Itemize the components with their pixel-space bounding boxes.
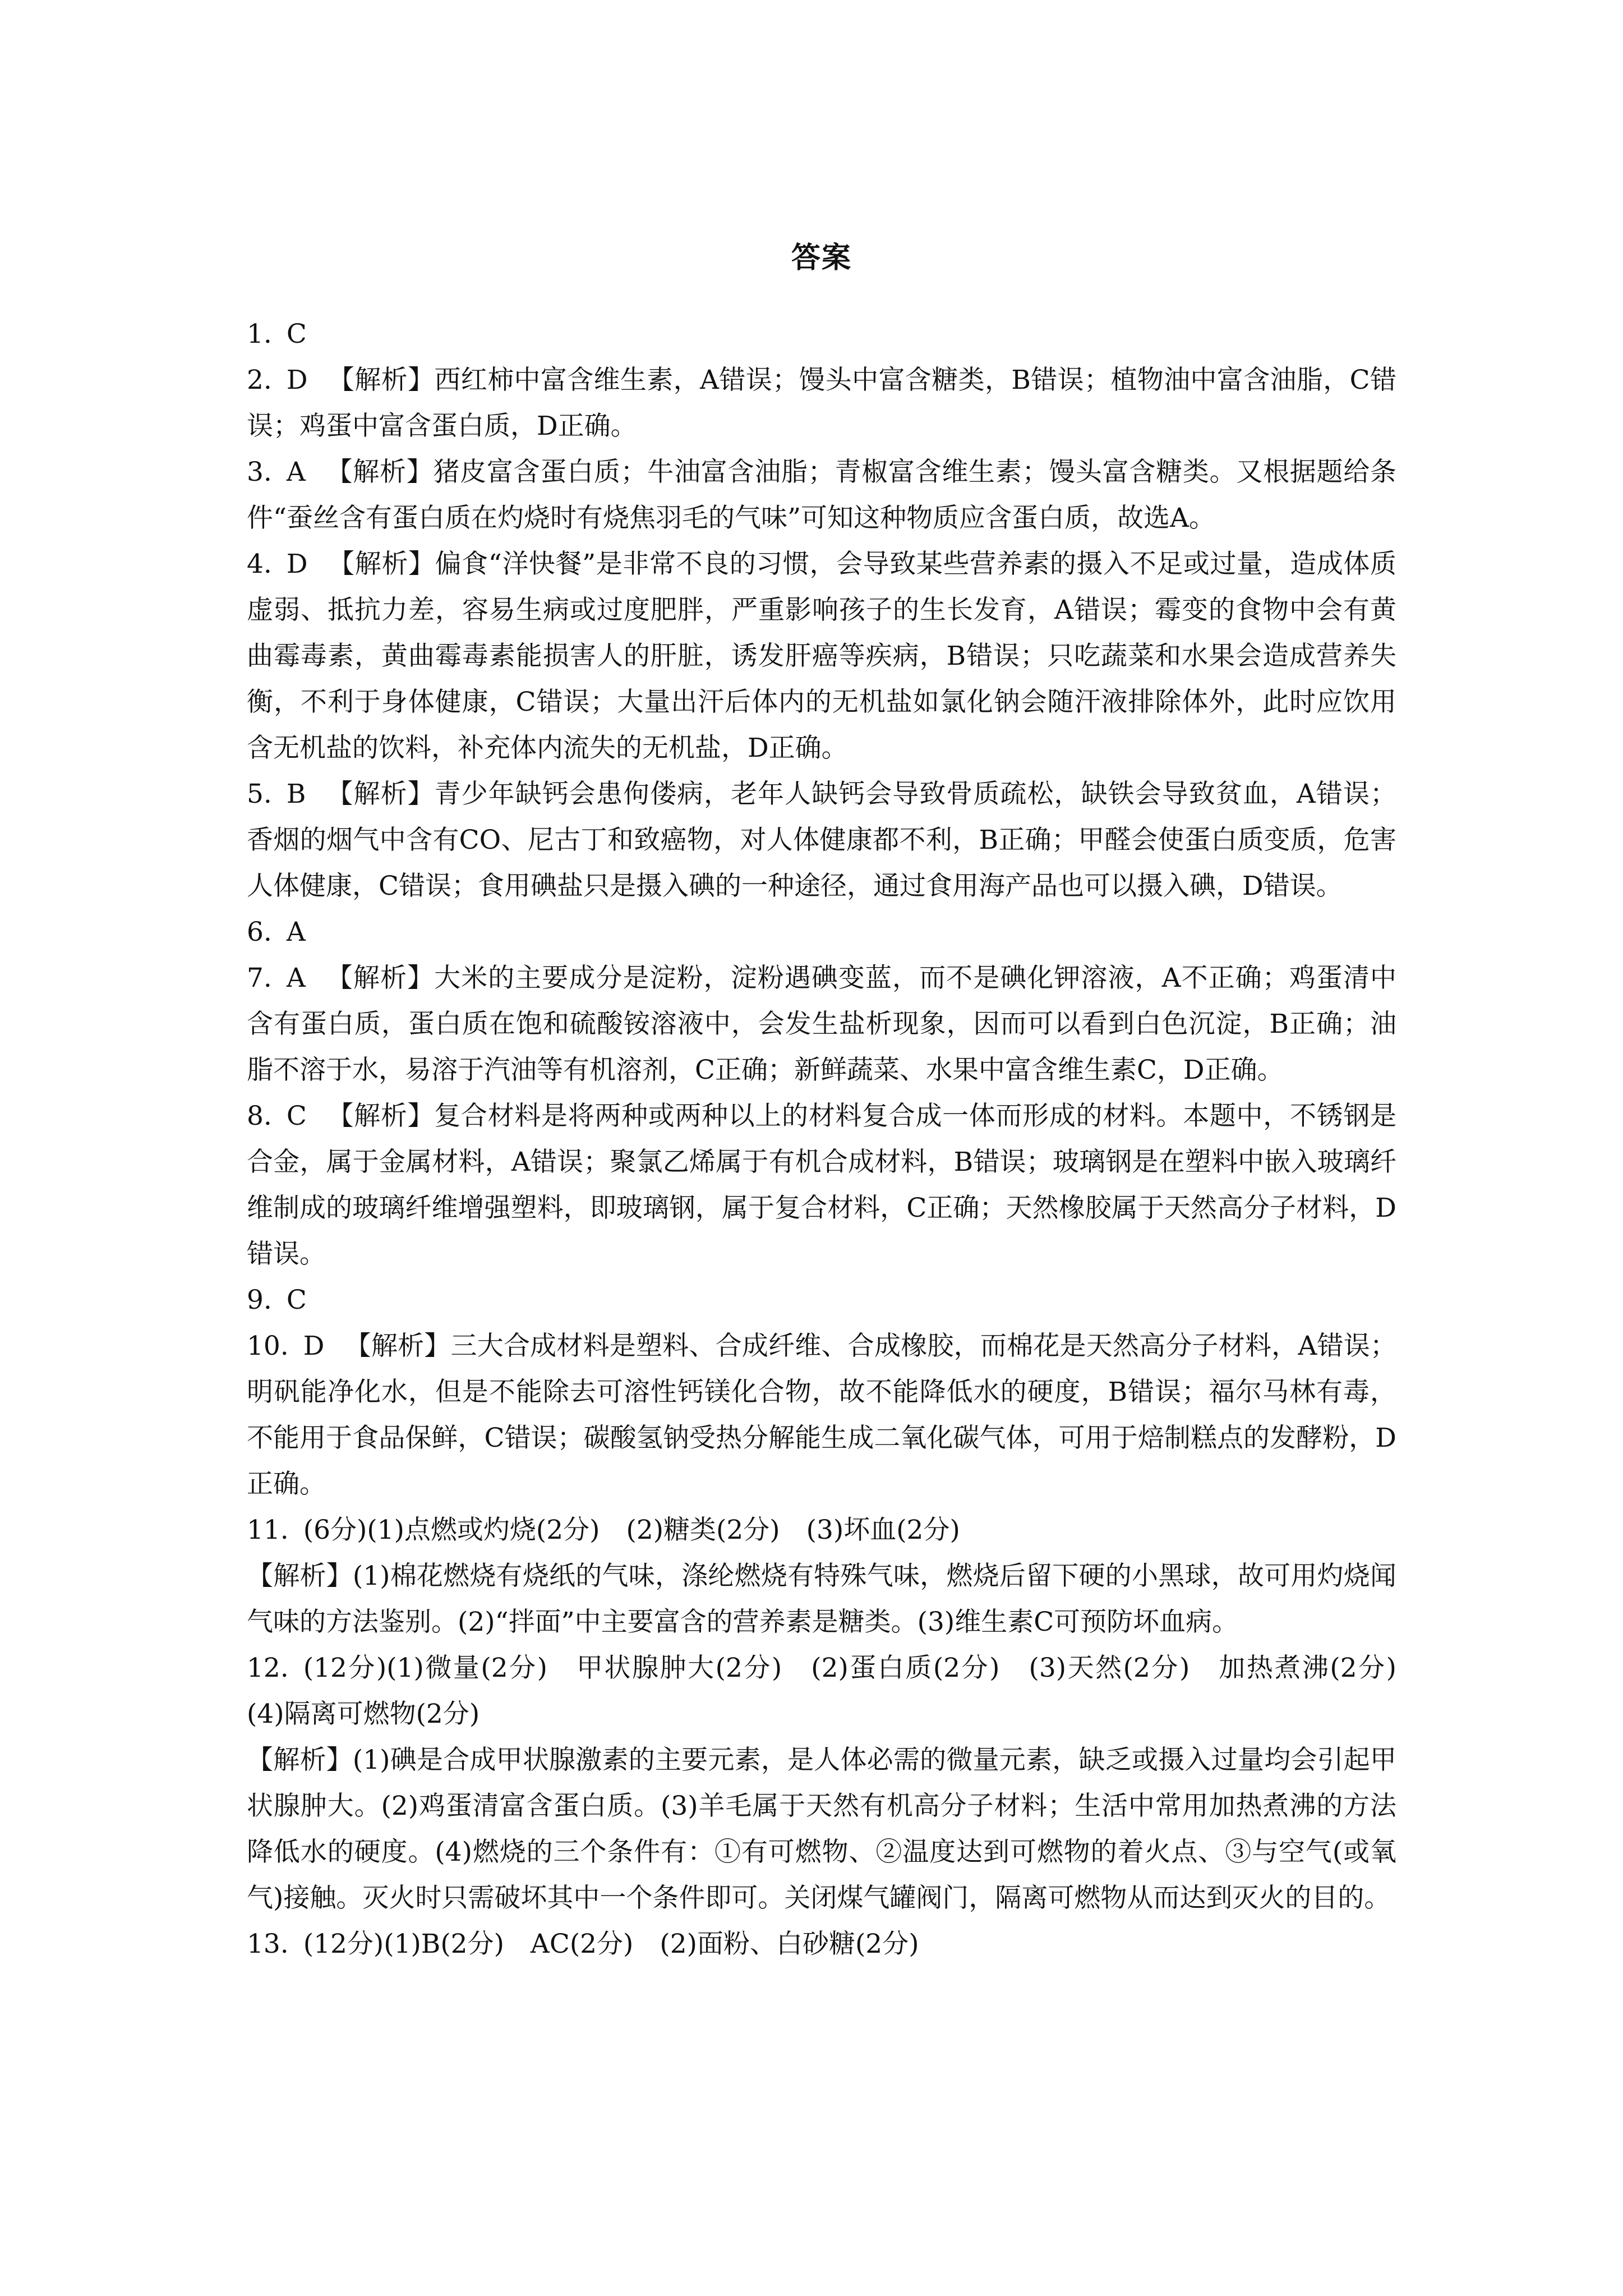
- question-number: 11.: [247, 1515, 289, 1545]
- question-number: 10.: [247, 1331, 289, 1361]
- answer-text: (6分)(1)点燃或灼烧(2分) (2)糖类(2分) (3)坏血(2分): [303, 1515, 960, 1545]
- page-title: 答案: [791, 241, 852, 275]
- answer-choice: D: [303, 1331, 325, 1361]
- answer-text: 【解析】偏食“洋快餐”是非常不良的习惯，会导致某些营养素的摄入不足或过量，造成体质虚弱、抵抗力差，容易生病或过度肥胖，严重影响孩子的生长发育，A错误；霉变的食物中会有黄曲霉毒素，黄曲霉毒素能损害人的肝脏，诱发肝癌等疾病，B错误；只吃蔬菜和水果会造成营养失衡，不利于身体健康，C错误；大量出汗后体内的无机盐如氯化钠会随汗液排除体外，此时应饮用含无机盐的饮料，补充体内流失的无机盐，D正确。: [247, 549, 1396, 763]
- question-number: 9.: [247, 1285, 272, 1315]
- answer-item: [247, 541, 1396, 771]
- explanation-item: [247, 1553, 1396, 1645]
- question-number: 12.: [247, 1653, 289, 1683]
- answer-choice: D: [286, 549, 308, 579]
- answer-choice: B: [286, 779, 306, 809]
- question-number: 5.: [247, 779, 272, 809]
- question-number: 13.: [247, 1929, 289, 1959]
- answer-text: 【解析】(1)碘是合成甲状腺激素的主要元素，是人体必需的微量元素，缺乏或摄入过量均会引起甲状腺肿大。(2)鸡蛋清富含蛋白质。(3)羊毛属于天然有机高分子材料；生活中常用加热煮沸的方法降低水的硬度。(4)燃烧的三个条件有：①有可燃物、②温度达到可燃物的着火点、③与空气(或氧气)接触。灭火时只需破坏其中一个条件即可。关闭煤气罐阀门，隔离可燃物从而达到灭火的目的。: [247, 1745, 1396, 1913]
- answer-list: [247, 311, 1423, 1967]
- answer-choice: C: [286, 319, 307, 349]
- answer-item: [247, 357, 1396, 449]
- answer-page: [247, 0, 1423, 2296]
- answer-text: (12分)(1)微量(2分) 甲状腺肿大(2分) (2)蛋白质(2分) (3)天然(2分) 加热煮沸(2分) (4)隔离可燃物(2分): [247, 1653, 1423, 1729]
- question-number: 3.: [247, 457, 272, 487]
- answer-text: 【解析】青少年缺钙会患佝偻病，老年人缺钙会导致骨质疏松，缺铁会导致贫血，A错误；香烟的烟气中含有CO、尼古丁和致癌物，对人体健康都不利，B正确；甲醛会使蛋白质变质，危害人体健康，C错误；食用碘盐只是摄入碘的一种途径，通过食用海产品也可以摄入碘，D错误。: [247, 779, 1396, 901]
- question-number: 8.: [247, 1101, 272, 1131]
- answer-item: [247, 1921, 1396, 1967]
- answer-choice: C: [286, 1285, 307, 1315]
- answer-item: [247, 1323, 1396, 1507]
- question-number: 6.: [247, 917, 272, 947]
- answer-item: [247, 1277, 1396, 1323]
- answer-text: 【解析】三大合成材料是塑料、合成纤维、合成橡胶，而棉花是天然高分子材料，A错误；明矾能净化水，但是不能除去可溶性钙镁化合物，故不能降低水的硬度，B错误；福尔马林有毒，不能用于食品保鲜，C错误；碳酸氢钠受热分解能生成二氧化碳气体，可用于焙制糕点的发酵粉，D正确。: [247, 1331, 1396, 1499]
- answer-item: [247, 955, 1396, 1093]
- answer-text: 【解析】复合材料是将两种或两种以上的材料复合成一体而形成的材料。本题中，不锈钢是合金，属于金属材料，A错误；聚氯乙烯属于有机合成材料，B错误；玻璃钢是在塑料中嵌入玻璃纤维制成的玻璃纤维增强塑料，即玻璃钢，属于复合材料，C正确；天然橡胶属于天然高分子材料，D错误。: [247, 1101, 1396, 1269]
- answer-text: 【解析】西红柿中富含维生素，A错误；馒头中富含糖类，B错误；植物油中富含油脂，C错误；鸡蛋中富含蛋白质，D正确。: [247, 365, 1396, 441]
- answer-item: [247, 1093, 1396, 1277]
- question-number: 7.: [247, 963, 272, 993]
- answer-choice: A: [286, 457, 306, 487]
- question-number: 1.: [247, 319, 272, 349]
- answer-item: [247, 909, 1396, 955]
- answer-choice: A: [286, 963, 306, 993]
- answer-text: 【解析】猪皮富含蛋白质；牛油富含油脂；青椒富含维生素；馒头富含糖类。又根据题给条件“蚕丝含有蛋白质在灼烧时有烧焦羽毛的气味”可知这种物质应含蛋白质，故选A。: [247, 457, 1396, 533]
- answer-choice: D: [286, 365, 308, 395]
- question-number: 2.: [247, 365, 272, 395]
- answer-choice: C: [286, 1101, 307, 1131]
- answer-choice: A: [286, 917, 306, 947]
- answer-item: [247, 771, 1396, 909]
- question-number: 4.: [247, 549, 272, 579]
- answer-text: (12分)(1)B(2分) AC(2分) (2)面粉、白砂糖(2分): [303, 1929, 919, 1959]
- answer-item: [247, 449, 1396, 541]
- answer-text: 【解析】大米的主要成分是淀粉，淀粉遇碘变蓝，而不是碘化钾溶液，A不正确；鸡蛋清中含有蛋白质，蛋白质在饱和硫酸铵溶液中，会发生盐析现象，因而可以看到白色沉淀，B正确；油脂不溶于水，易溶于汽油等有机溶剂，C正确；新鲜蔬菜、水果中富含维生素C，D正确。: [247, 963, 1396, 1085]
- answer-item: [247, 311, 1396, 357]
- answer-item: [247, 1645, 1423, 1737]
- answer-text: 【解析】(1)棉花燃烧有烧纸的气味，涤纶燃烧有特殊气味，燃烧后留下硬的小黑球，故可用灼烧闻气味的方法鉴别。(2)“拌面”中主要富含的营养素是糖类。(3)维生素C可预防坏血病。: [247, 1561, 1396, 1637]
- answer-item: [247, 1507, 1396, 1553]
- explanation-item: [247, 1737, 1396, 1921]
